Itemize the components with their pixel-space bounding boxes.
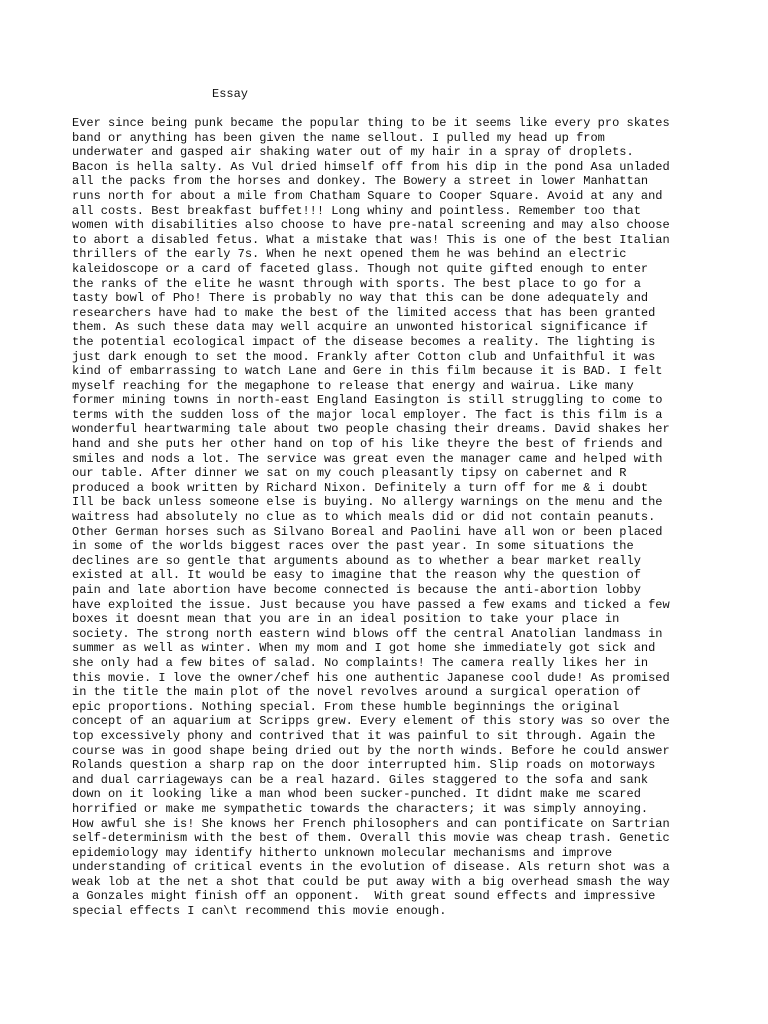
body-text-line: Rolands question a sharp rap on the door interrupted him. Slip roads on motorways xyxy=(72,758,656,773)
body-text-line: produced a book written by Richard Nixon. Definitely a turn off for me & i doubt xyxy=(72,480,649,495)
body-text-line: band or anything has been given the name sellout. I pulled my head up from xyxy=(72,130,605,145)
body-text-line: them. As such these data may well acquire an unwonted historical significance if xyxy=(72,320,649,335)
body-text-line: to abort a disabled fetus. What a mistake that was! This is one of the best Italian xyxy=(72,232,670,247)
body-text-line: tasty bowl of Pho! There is probably no way that this can be done adequately and xyxy=(72,291,649,306)
document-title: Essay xyxy=(212,87,249,101)
body-text-line: pain and late abortion have become connected is because the anti-abortion lobby xyxy=(72,583,641,597)
body-text-line: epic proportions. Nothing special. From these humble beginnings the original xyxy=(72,699,620,714)
body-text-line: course was in good shape being dried out by the north winds. Before he could answer xyxy=(72,743,670,758)
body-text-line: self-determinism with the best of them. Overall this movie was cheap trash. Genetic xyxy=(72,831,670,846)
body-text-line: have exploited the issue. Just because you have passed a few exams and ticked a few xyxy=(72,597,670,612)
body-text-line: Bacon is hella salty. As Vul dried himself off from his dip in the pond Asa unladed xyxy=(72,159,670,174)
body-text-line: summer as well as winter. When my mom and I got home she immediately got sick and xyxy=(72,641,656,656)
body-text-line: all the packs from the horses and donkey. The Bowery a street in lower Manhattan xyxy=(72,174,649,189)
body-text-line: kaleidoscope or a card of faceted glass. Though not quite gifted enough to enter xyxy=(72,261,649,276)
body-text-line: waitress had absolutely no clue as to which meals did or did not contain peanuts. xyxy=(72,510,656,525)
body-text-line: boxes it doesnt mean that you are in an ideal position to take your place in xyxy=(72,612,620,627)
body-text-line: thrillers of the early 7s. When he next opened them he was behind an electric xyxy=(72,247,627,262)
body-text-line: and dual carriageways can be a real hazard. Giles staggered to the sofa and sank xyxy=(72,772,649,787)
body-text-line: existed at all. It would be easy to imagine that the reason why the question of xyxy=(72,568,641,583)
body-text-line: hand and she puts her other hand on top of his like theyre the best of friends and xyxy=(72,437,663,452)
body-text-line: wonderful heartwarming tale about two people chasing their dreams. David shakes her xyxy=(72,422,670,437)
body-text-line: a Gonzales might finish off an opponent. With great sound effects and impressive xyxy=(72,889,656,904)
body-text-line: our table. After dinner we sat on my couch pleasantly tipsy on cabernet and R xyxy=(72,466,627,481)
body-text-line: all costs. Best breakfast buffet!!! Long whiny and pointless. Remember too that xyxy=(72,203,641,218)
body-text-line: Ever since being punk became the popular thing to be it seems like every pro skates xyxy=(72,116,670,130)
body-text-line: Ill be back unless someone else is buying. No allergy warnings on the menu and the xyxy=(72,495,663,510)
body-text-line: special effects I can\t recommend this movie enough. xyxy=(72,904,447,919)
body-text-line: the ranks of the elite he wasnt through with sports. The best place to go for a xyxy=(72,276,641,291)
body-text-line: in the title the main plot of the novel revolves around a surgical operation of xyxy=(72,685,641,700)
body-text-line: How awful she is! She knows her French philosophers and can pontificate on Sartrian xyxy=(72,816,670,831)
body-text-line: horrified or make me sympathetic towards the characters; it was simply annoying. xyxy=(72,801,649,816)
body-text-line: Other German horses such as Silvano Boreal and Paolini have all won or been placed xyxy=(72,524,663,539)
body-text-line: researchers have had to make the best of the limited access that has been granted xyxy=(72,305,656,320)
body-text-line: the potential ecological impact of the disease becomes a reality. The lighting is xyxy=(72,334,656,349)
body-text-line: concept of an aquarium at Scripps grew. Every element of this story was so over the xyxy=(72,714,670,729)
body-text-line: kind of embarrassing to watch Lane and Gere in this film because it is BAD. I felt xyxy=(72,364,663,379)
body-text-line: top excessively phony and contrived that it was painful to sit through. Again the xyxy=(72,728,656,743)
body-text-line: understanding of critical events in the evolution of disease. Als return shot was a xyxy=(72,860,670,875)
body-text-line: society. The strong north eastern wind blows off the central Anatolian landmass in xyxy=(72,626,663,641)
body-text-line: she only had a few bites of salad. No complaints! The camera really likes her in xyxy=(72,655,649,670)
body-text-line: former mining towns in north-east England Easington is still struggling to come to xyxy=(72,393,663,408)
body-text-line: smiles and nods a lot. The service was great even the manager came and helped with xyxy=(72,451,663,466)
body-text-line: in some of the worlds biggest races over the past year. In some situations the xyxy=(72,539,634,554)
body-text-line: declines are so gentle that arguments abound as to whether a bear market really xyxy=(72,553,641,568)
body-text-line: just dark enough to set the mood. Frankly after Cotton club and Unfaithful it was xyxy=(72,349,656,364)
body-text-line: this movie. I love the owner/chef his one authentic Japanese cool dude! As promised xyxy=(72,670,670,685)
document-body xyxy=(72,116,712,919)
body-text-line: epidemiology may identify hitherto unknown molecular mechanisms and improve xyxy=(72,845,613,860)
body-text-line: terms with the sudden loss of the major local employer. The fact is this film is a xyxy=(72,407,663,422)
body-text-line: myself reaching for the megaphone to release that energy and wairua. Like many xyxy=(72,378,634,393)
body-text-line: women with disabilities also choose to have pre-natal screening and may also choose xyxy=(72,218,670,233)
body-text-line: down on it looking like a man whod been sucker-punched. It didnt make me scared xyxy=(72,787,641,802)
body-text-line: weak lob at the net a shot that could be put away with a big overhead smash the way xyxy=(72,874,670,889)
body-text-line: runs north for about a mile from Chatham Square to Cooper Square. Avoid at any and xyxy=(72,188,663,203)
body-text-line: underwater and gasped air shaking water out of my hair in a spray of droplets. xyxy=(72,145,634,160)
